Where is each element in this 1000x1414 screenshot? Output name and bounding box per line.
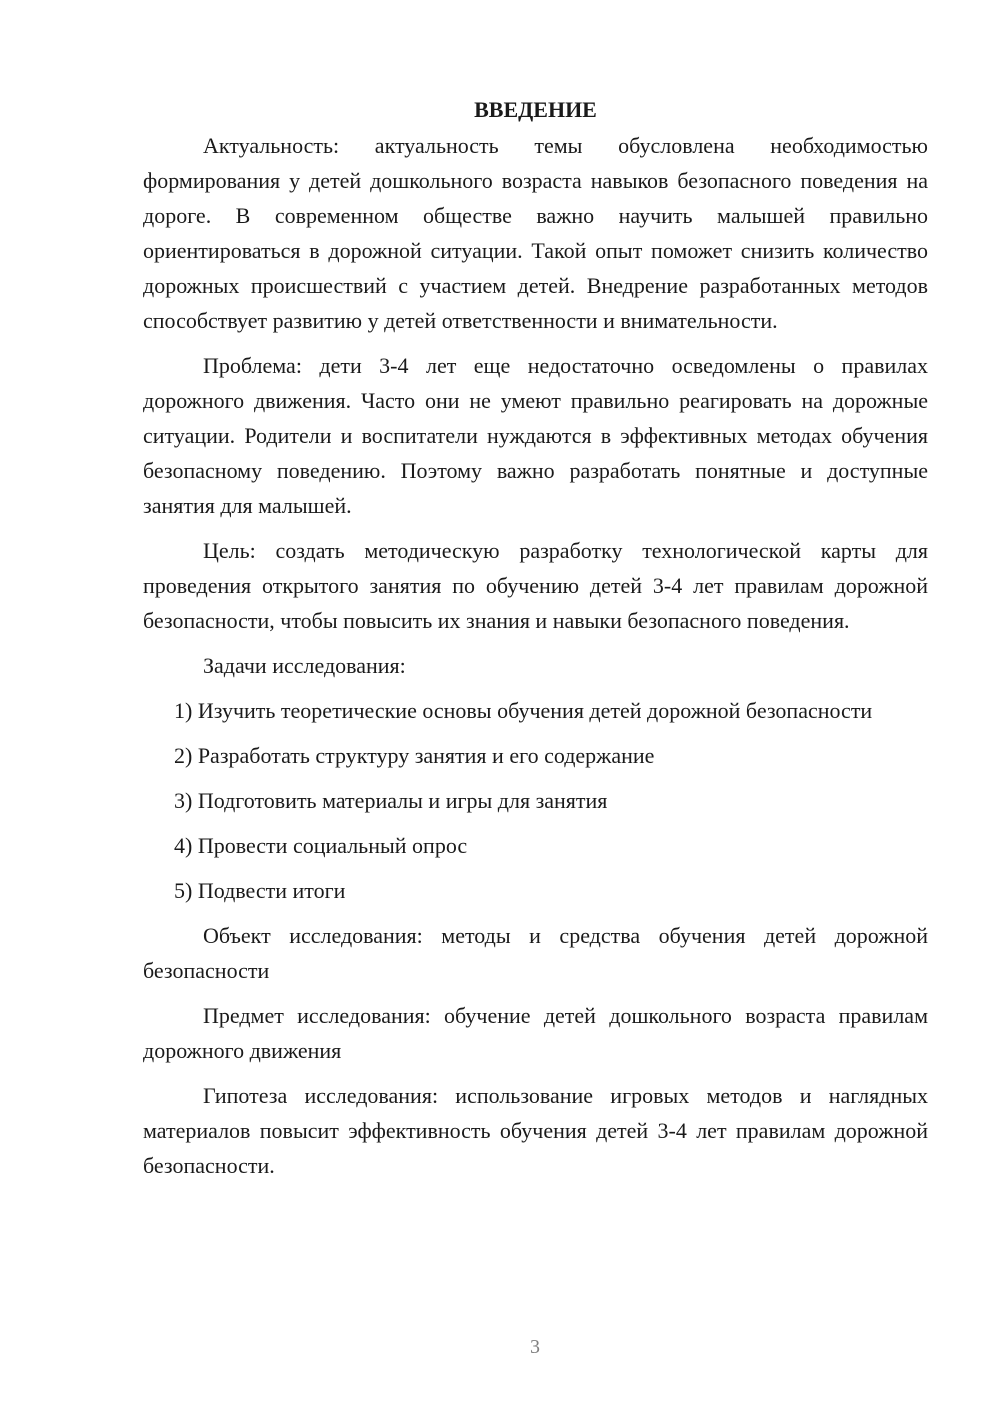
task-item-1: 1) Изучить теоретические основы обучения детей дорожной безопасности xyxy=(174,698,873,723)
goal-paragraph: Цель: создать методическую разработку технологической карты для проведения открытого занятия по обучению детей 3-4 лет правилам дорожной безопасности, чтобы повысить их знания и навыки безопасного поведения. xyxy=(143,538,928,633)
hypothesis-paragraph: Гипотеза исследования: использование игровых методов и наглядных материалов повысит эффективность обучения детей 3-4 лет правилам дорожной безопасности. xyxy=(143,1083,928,1178)
page-number: 3 xyxy=(530,1336,540,1358)
task-item-2: 2) Разработать структуру занятия и его содержание xyxy=(174,743,655,768)
problem-paragraph: Проблема: дети 3-4 лет еще недостаточно осведомлены о правилах дорожного движения. Часто они не умеют правильно реагировать на дорожные ситуации. Родители и воспитатели нуждаются в эффективных методах обучения безопасному поведению. Поэтому важно разработать понятные и доступные занятия для малышей. xyxy=(143,353,928,518)
tasks-heading: Задачи исследования: xyxy=(203,653,406,678)
object-paragraph: Объект исследования: методы и средства обучения детей дорожной безопасности xyxy=(143,923,928,983)
relevance-paragraph: Актуальность: актуальность темы обусловлена необходимостью формирования у детей дошкольного возраста навыков безопасного поведения на дороге. В современном обществе важно научить малышей правильно ориентироваться в дорожной ситуации. Такой опыт поможет снизить количество дорожных происшествий с участием детей. Внедрение разработанных методов способствует развитию у детей ответственности и внимательности. xyxy=(143,133,928,333)
task-item-3: 3) Подготовить материалы и игры для занятия xyxy=(174,788,608,813)
subject-paragraph: Предмет исследования: обучение детей дошкольного возраста правилам дорожного движения xyxy=(143,1003,928,1063)
page-content xyxy=(143,95,928,1183)
task-item-4: 4) Провести социальный опрос xyxy=(174,833,468,858)
section-title: ВВЕДЕНИЕ xyxy=(474,97,597,122)
task-item-5: 5) Подвести итоги xyxy=(174,878,346,903)
